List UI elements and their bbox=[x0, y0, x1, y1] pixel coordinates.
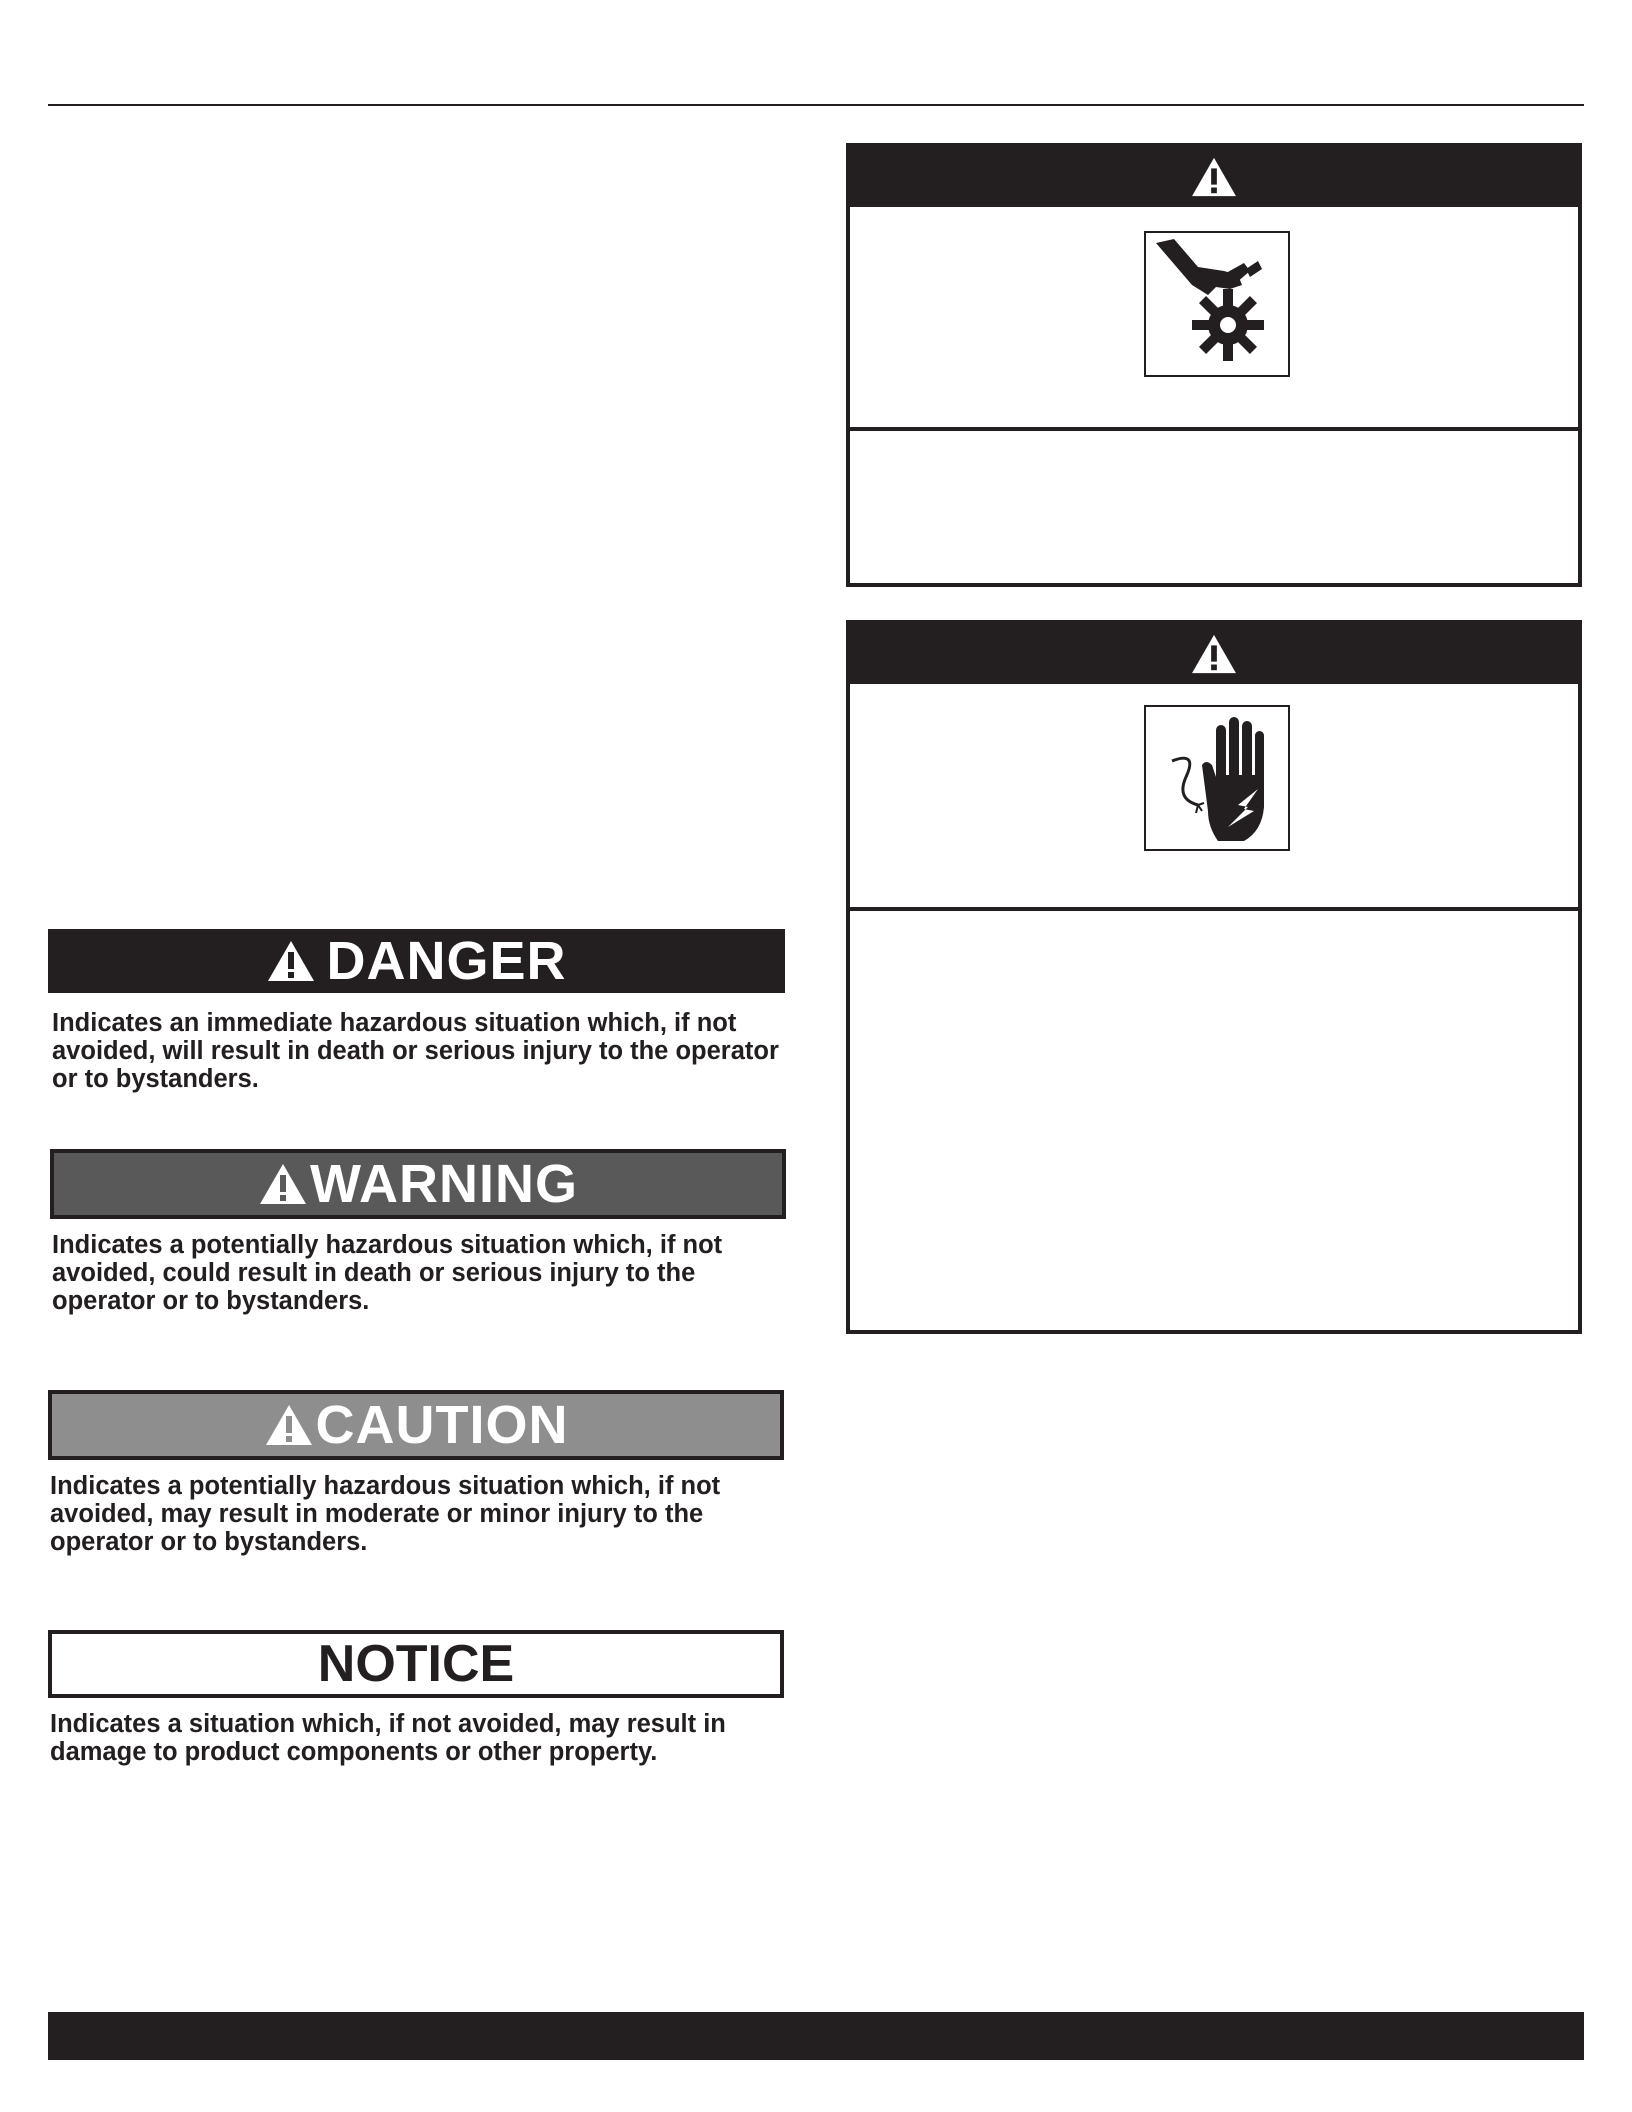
rotating-parts-hand-hazard-icon bbox=[1144, 231, 1290, 377]
warning-description: Indicates a potentially hazardous situation which, if not avoided, could result in death or serious injury to the operator or to bystanders. bbox=[52, 1231, 723, 1315]
caution-label: CAUTION bbox=[315, 1395, 569, 1455]
hazard-box-header bbox=[850, 624, 1578, 684]
alert-triangle-icon bbox=[1190, 633, 1238, 675]
caution-description: Indicates a potentially hazardous situation which, if not avoided, may result in moderate or minor injury to the operator or to bystanders. bbox=[50, 1472, 721, 1556]
notice-signal-header bbox=[48, 1630, 784, 1698]
danger-description: Indicates an immediate hazardous situation which, if not avoided, will result in death or serious injury to the operator or to bystanders. bbox=[52, 1009, 779, 1093]
hazard-box-rotating-parts bbox=[846, 143, 1582, 587]
hazard-box-divider bbox=[850, 427, 1578, 431]
top-rule bbox=[48, 104, 1584, 106]
hazard-box-header bbox=[850, 147, 1578, 207]
alert-triangle-icon bbox=[266, 939, 316, 983]
notice-description: Indicates a situation which, if not avoided, may result in damage to product components or other property. bbox=[50, 1710, 726, 1766]
danger-signal-header bbox=[48, 929, 785, 993]
danger-label: DANGER bbox=[326, 931, 567, 991]
caution-signal-header bbox=[48, 1390, 784, 1460]
hazard-box-divider bbox=[850, 907, 1578, 911]
footer-bar bbox=[48, 2012, 1584, 2060]
alert-triangle-icon bbox=[258, 1162, 308, 1206]
warning-signal-header bbox=[50, 1149, 786, 1219]
warning-label: WARNING bbox=[310, 1154, 578, 1214]
alert-triangle-icon bbox=[1190, 156, 1238, 198]
electric-shock-hand-hazard-icon bbox=[1144, 705, 1290, 851]
alert-triangle-icon bbox=[264, 1403, 314, 1447]
hazard-box-electric-shock bbox=[846, 620, 1582, 1334]
notice-label: NOTICE bbox=[317, 1635, 515, 1693]
